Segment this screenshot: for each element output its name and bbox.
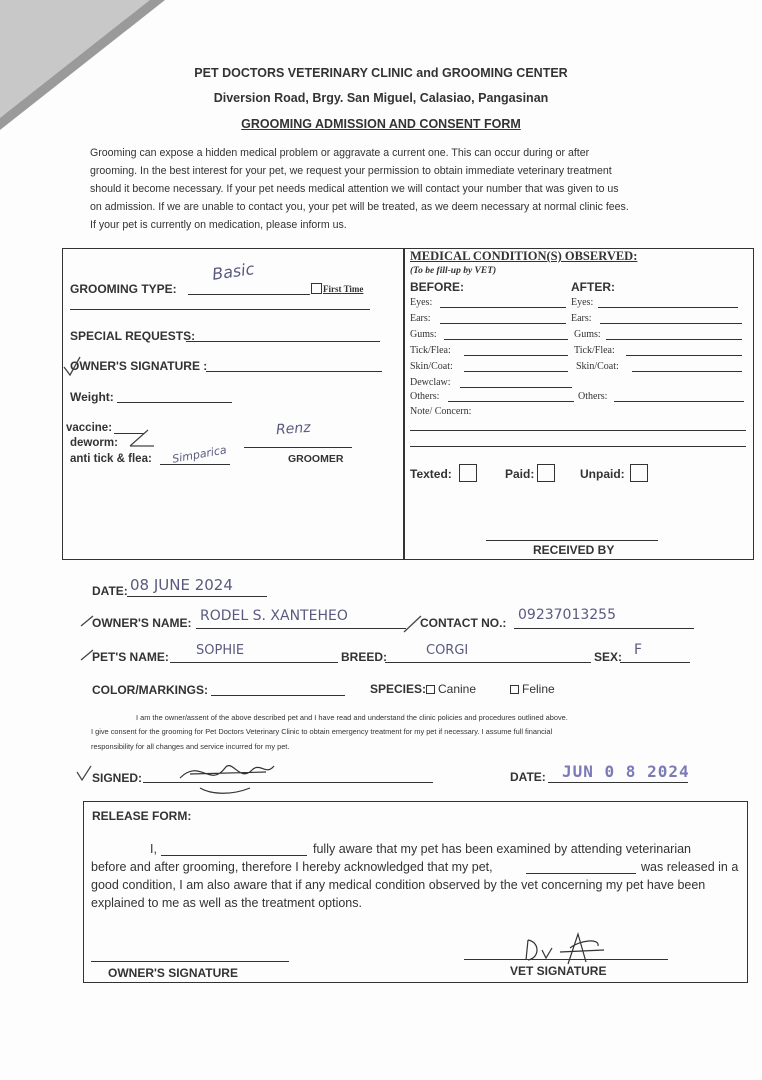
after-skincoat-field[interactable] [632, 371, 742, 372]
intro-line: Grooming can expose a hidden medical problem or aggravate a current one. This can occur during or after [90, 147, 590, 159]
canine-checkbox[interactable] [426, 685, 435, 694]
release-line-3: good condition, I am also aware that if any medical condition observed by the vet concerning my pet have been [91, 878, 706, 892]
signed-label: SIGNED: [92, 771, 143, 785]
note-line[interactable] [410, 430, 746, 431]
owner-name-label: OWNER'S NAME: [92, 616, 192, 630]
checkmark-icon [62, 355, 82, 377]
texted-checkbox[interactable] [459, 464, 477, 482]
canine-label: Canine [438, 682, 477, 696]
after-gums-label: Gums: [574, 329, 601, 340]
before-dewclaw-field[interactable] [460, 387, 572, 388]
feline-label: Feline [522, 682, 555, 696]
paid-checkbox[interactable] [537, 464, 555, 482]
before-others-label: Others: [410, 391, 440, 402]
special-requests-label: SPECIAL REQUESTS: [70, 329, 196, 343]
before-label: BEFORE: [410, 280, 464, 294]
received-by-field[interactable] [486, 540, 658, 541]
breed-field[interactable] [385, 662, 591, 663]
form-title [0, 117, 762, 131]
deworm-check-icon [128, 426, 156, 448]
form-title-text: GROOMING ADMISSION AND CONSENT FORM [241, 117, 521, 131]
date-label: DATE: [92, 584, 128, 598]
before-dewclaw-label: Dewclaw: [410, 377, 451, 388]
breed-value: CORGI [426, 643, 469, 658]
date-field[interactable] [127, 596, 267, 597]
date-stamp: JUN 0 8 2024 [562, 762, 690, 781]
intro-paragraph [90, 144, 696, 234]
clinic-address: Diversion Road, Brgy. San Miguel, Calasiao, Pangasinan [213, 91, 549, 105]
groomer-field[interactable] [244, 447, 352, 448]
pet-name-field[interactable] [170, 662, 338, 663]
release-form-title: RELEASE FORM: [92, 809, 192, 823]
sex-label: SEX: [594, 650, 623, 664]
after-tickflea-label: Tick/Flea: [574, 345, 615, 356]
before-gums-field[interactable] [444, 339, 568, 340]
date-value: 08 JUNE 2024 [130, 576, 233, 594]
anti-tick-label: anti tick & flea: [70, 453, 152, 465]
groomer-value: Renz [275, 419, 312, 439]
after-tickflea-field[interactable] [626, 355, 742, 356]
sex-value: F [634, 642, 643, 658]
received-by-label: RECEIVED BY [533, 543, 615, 557]
medical-subtitle: (To be fill-up by VET) [410, 266, 497, 276]
box-divider [403, 248, 405, 560]
release-form-box [83, 801, 748, 983]
after-eyes-field[interactable] [598, 307, 738, 308]
special-requests-field[interactable] [186, 341, 380, 342]
vet-signature-label: VET SIGNATURE [510, 964, 607, 978]
contact-field[interactable] [514, 628, 694, 629]
release-owner-name-field[interactable] [161, 855, 307, 856]
release-line-2-start: before and after grooming, therefore I hereby acknowledged that my pet, [91, 860, 493, 874]
release-owner-signature-field[interactable] [91, 961, 289, 962]
consent-line-1: I am the owner/assent of the above described pet and I have read and understand the clinic policies and procedures outlined above. [136, 713, 568, 722]
consent-date-label: DATE: [510, 770, 546, 784]
deworm-label: deworm: [70, 437, 118, 449]
after-eyes-label: Eyes: [571, 297, 594, 308]
release-pet-name-field[interactable] [526, 873, 636, 874]
after-ears-label: Ears: [571, 313, 592, 324]
intro-line: on admission. If we are unable to contact you, your pet will be treated, as we deem necessary at normal clinic fees. [90, 201, 629, 213]
before-gums-label: Gums: [410, 329, 437, 340]
weight-field[interactable] [117, 402, 232, 403]
color-markings-field[interactable] [211, 695, 345, 696]
before-ears-field[interactable] [440, 323, 566, 324]
before-ears-label: Ears: [410, 313, 431, 324]
release-owner-signature-label: OWNER'S SIGNATURE [108, 966, 238, 980]
contact-label: CONTACT NO.: [420, 616, 507, 630]
note-line[interactable] [410, 446, 746, 447]
unpaid-label: Unpaid: [580, 467, 625, 481]
owner-signature-scribble [170, 748, 278, 798]
owner-signature-label: OWNER'S SIGNATURE : [70, 359, 208, 373]
clinic-name: PET DOCTORS VETERINARY CLINIC and GROOMING CENTER [194, 66, 568, 80]
texted-label: Texted: [410, 467, 452, 481]
vaccine-label: vaccine: [66, 422, 113, 434]
release-i-label: I, [150, 842, 157, 856]
intro-line: grooming. In the best interest for your pet, we request your permission to obtain immediate veterinary treatment [90, 165, 612, 177]
medical-title: MEDICAL CONDITION(S) OBSERVED: [410, 249, 638, 263]
before-eyes-field[interactable] [440, 307, 566, 308]
note-concern-label: Note/ Concern: [410, 406, 472, 417]
sex-field[interactable] [620, 662, 690, 663]
after-others-field[interactable] [614, 401, 744, 402]
after-label: AFTER: [571, 280, 615, 294]
grooming-type-value: Basic [210, 259, 256, 284]
before-eyes-label: Eyes: [410, 297, 433, 308]
owner-name-value: RODEL S. XANTEHEO [200, 608, 348, 624]
color-markings-label: COLOR/MARKINGS: [92, 683, 208, 697]
breed-label: BREED: [341, 650, 388, 664]
weight-label: Weight: [70, 390, 114, 404]
grooming-type-label: GROOMING TYPE: [70, 282, 177, 296]
contact-value: 09237013255 [518, 607, 616, 623]
species-label: SPECIES: [370, 682, 427, 696]
pet-name-value: SOPHIE [196, 643, 245, 658]
paid-label: Paid: [505, 467, 535, 481]
before-tickflea-label: Tick/Flea: [410, 345, 451, 356]
before-skincoat-field[interactable] [464, 371, 568, 372]
grooming-type-extra-line [70, 309, 370, 310]
after-skincoat-label: Skin/Coat: [576, 361, 619, 372]
first-time-checkbox[interactable] [311, 283, 322, 294]
consent-line-2: I give consent for the grooming for Pet Doctors Veterinary Clinic to obtain emergency treatment for my pet if necessary. I assume full financial [91, 727, 553, 736]
anti-tick-field[interactable] [160, 464, 230, 465]
first-time-label: First Time [323, 284, 364, 294]
release-line-1-end: fully aware that my pet has been examined by attending veterinarian [313, 842, 692, 856]
before-skincoat-label: Skin/Coat: [410, 361, 453, 372]
intro-line: should it become necessary. If your pet needs medical attention we will contact your number that was given to us [90, 183, 619, 195]
consent-line-3: responsibility for all changes and service incurred for my pet. [91, 742, 290, 751]
feline-checkbox[interactable] [510, 685, 519, 694]
owner-signature-field[interactable] [206, 371, 382, 372]
groomer-label: GROOMER [288, 453, 344, 465]
unpaid-checkbox[interactable] [630, 464, 648, 482]
after-gums-field[interactable] [606, 339, 742, 340]
intro-line: If your pet is currently on medication, please inform us. [90, 219, 347, 231]
pet-name-label: PET'S NAME: [92, 650, 169, 664]
after-others-label: Others: [578, 391, 608, 402]
consent-date-field[interactable] [548, 782, 688, 783]
signed-check-icon [76, 764, 92, 782]
release-line-2-end: was released in a [641, 860, 739, 874]
before-tickflea-field[interactable] [464, 355, 568, 356]
release-line-4: explained to me as well as the treatment options. [91, 896, 362, 910]
owner-name-field[interactable] [196, 628, 406, 629]
before-others-field[interactable] [448, 401, 574, 402]
anti-tick-value: Simparica [171, 443, 228, 466]
grooming-type-field[interactable] [188, 294, 310, 295]
after-ears-field[interactable] [600, 323, 742, 324]
